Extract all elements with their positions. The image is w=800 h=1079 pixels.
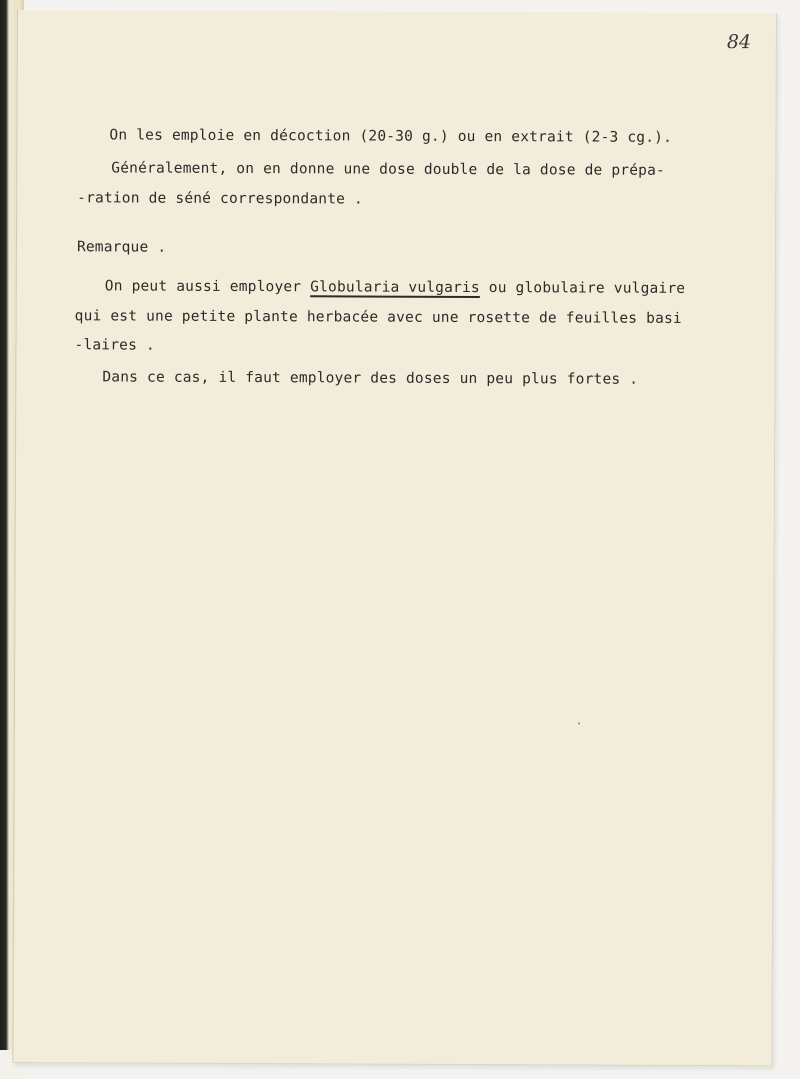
typewritten-sheet — [12, 10, 777, 1066]
text-line-8: Dans ce cas, il faut employer des doses un peu plus fortes . — [102, 369, 639, 388]
species-name: Globularia vulgaris — [310, 279, 480, 297]
page-number: 84 — [726, 31, 752, 54]
text-line-5-end: ou globulaire vulgaire — [479, 280, 686, 297]
text-line-5 — [105, 278, 686, 297]
text-line-2: Généralement, on en donne une dose double de la dose de prépa- — [111, 160, 665, 179]
text-line-1: On les emploie en décoction (20-30 g.) ou en extrait (2-3 cg.). — [109, 127, 673, 146]
text-line-3: -ration de séné correspondante . — [77, 190, 363, 208]
text-line-7: -laires . — [74, 337, 155, 354]
paper-speck — [578, 722, 580, 724]
section-heading-remarque: Remarque . — [76, 239, 167, 256]
text-line-5-start: On peut aussi employer — [104, 278, 311, 296]
text-line-6: qui est une petite plante herbacée avec une rosette de feuilles basi — [74, 308, 682, 327]
